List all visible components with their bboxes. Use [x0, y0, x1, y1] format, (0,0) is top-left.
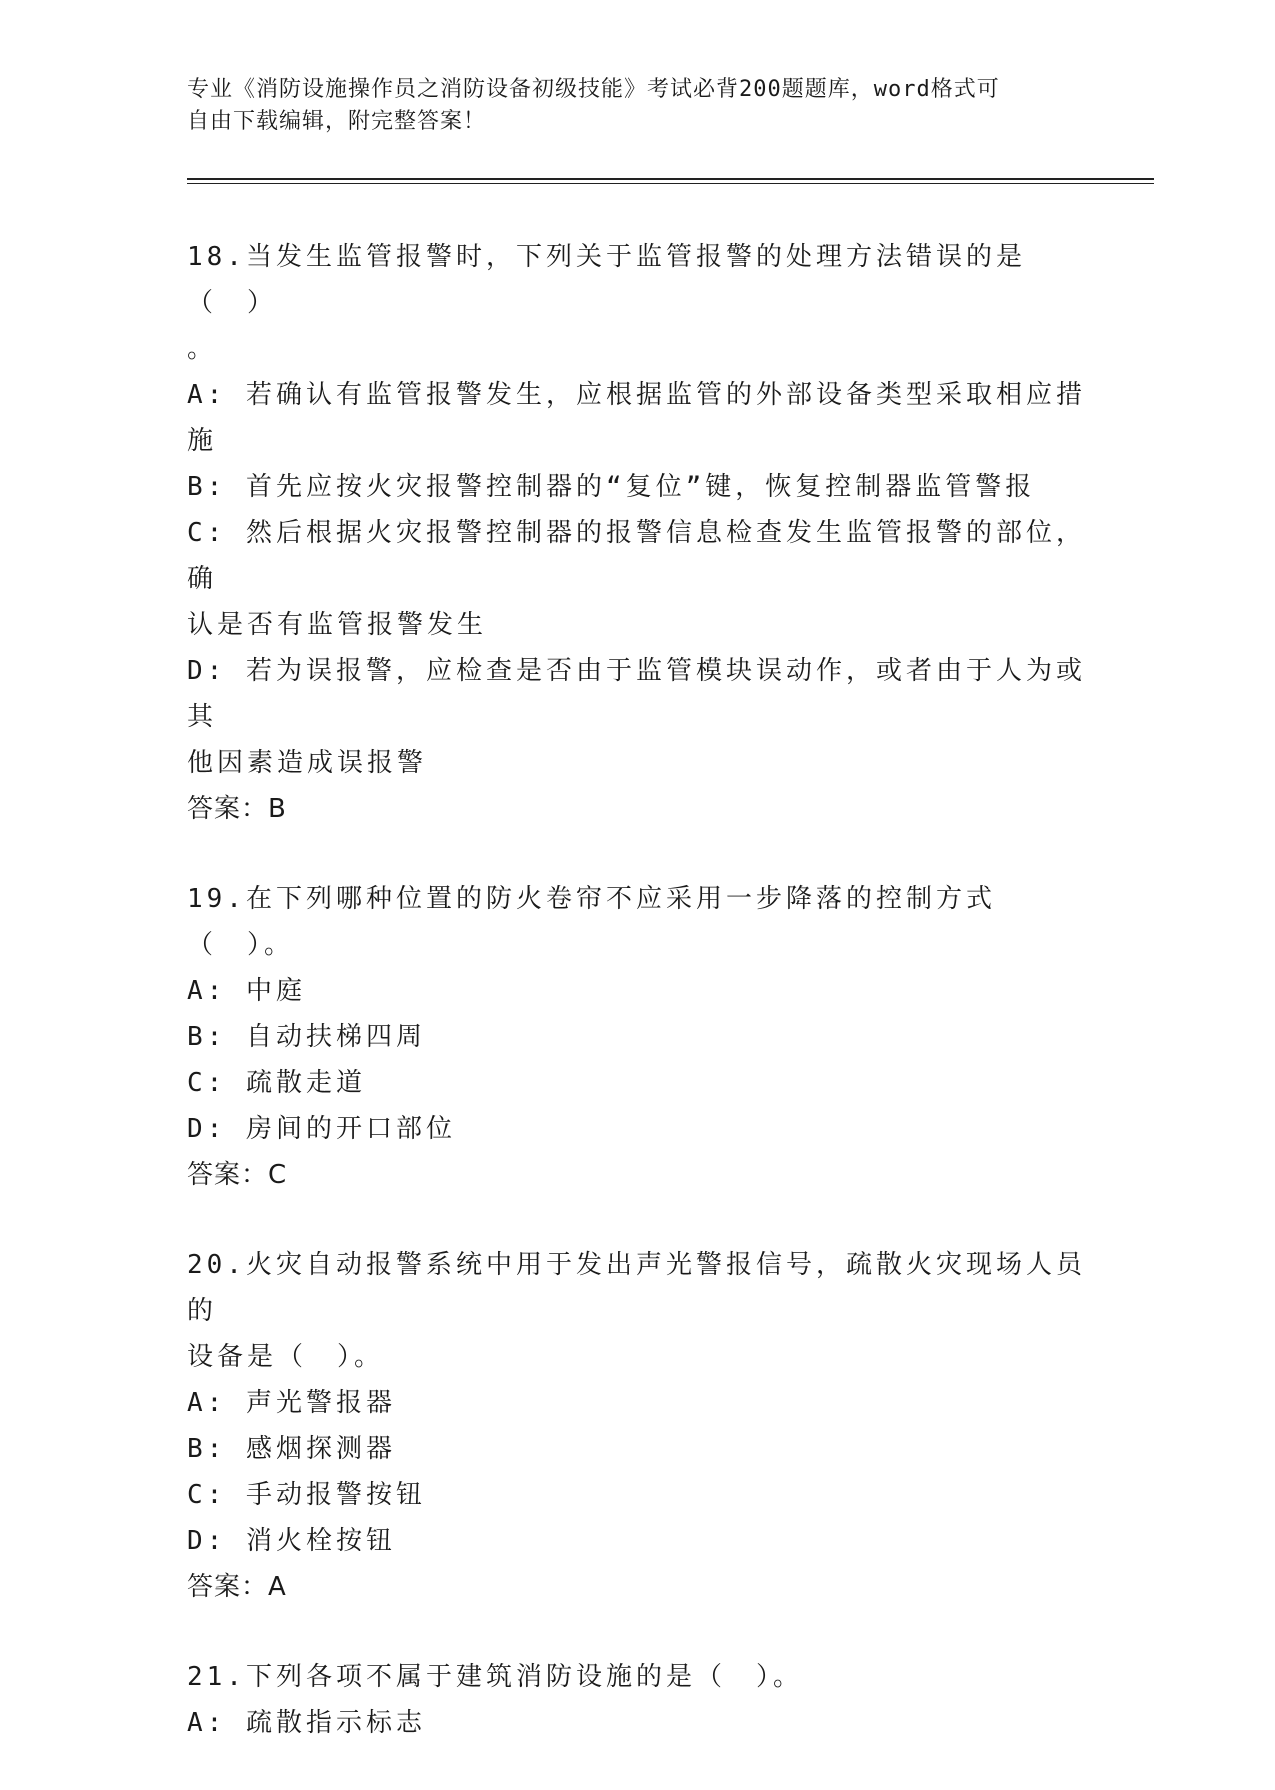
option-a: A: 声光警报器	[187, 1388, 396, 1418]
question-20	[187, 1242, 1087, 1610]
question-stem: 。	[187, 334, 218, 364]
question-19	[187, 876, 1087, 1198]
question-stem: 21.下列各项不属于建筑消防设施的是（ ）。	[187, 1662, 803, 1692]
question-21	[187, 1654, 1087, 1746]
question-stem: 设备是（ ）。	[187, 1342, 385, 1372]
option-c: C: 手动报警按钮	[187, 1480, 426, 1510]
option-a: A: 若确认有监管报警发生，应根据监管的外部设备类型采取相应措施	[187, 380, 1086, 456]
question-list	[187, 234, 1087, 1790]
answer: 答案：C	[187, 1160, 288, 1190]
document-header	[187, 74, 1067, 138]
option-b: B: 感烟探测器	[187, 1434, 396, 1464]
header-rule-thin	[187, 183, 1154, 184]
question-stem: 19.在下列哪种位置的防火卷帘不应采用一步降落的控制方式（ ）。	[187, 884, 996, 960]
option-c: C: 然后根据火灾报警控制器的报警信息检查发生监管报警的部位，确	[187, 518, 1086, 594]
option-c-cont: 认是否有监管报警发生	[187, 610, 488, 640]
question-stem: 20.火灾自动报警系统中用于发出声光警报信号，疏散火灾现场人员的	[187, 1250, 1086, 1326]
answer: 答案：B	[187, 794, 287, 824]
question-stem: 18.当发生监管报警时，下列关于监管报警的处理方法错误的是（ ）	[187, 242, 1026, 318]
header-line-1: 专业《消防设施操作员之消防设备初级技能》考试必背200题题库，word格式可	[187, 77, 1000, 102]
option-b: B: 首先应按火灾报警控制器的“复位”键，恢复控制器监管警报	[187, 472, 1036, 502]
option-a: A: 疏散指示标志	[187, 1708, 426, 1738]
option-d: D: 若为误报警，应检查是否由于监管模块误动作，或者由于人为或其	[187, 656, 1086, 732]
header-line-2: 自由下载编辑，附完整答案！	[187, 109, 487, 134]
option-d: D: 房间的开口部位	[187, 1114, 456, 1144]
option-d-cont: 他因素造成误报警	[187, 748, 428, 778]
option-c: C: 疏散走道	[187, 1068, 366, 1098]
option-a: A: 中庭	[187, 976, 306, 1006]
option-d: D: 消火栓按钮	[187, 1526, 396, 1556]
option-b: B: 自动扶梯四周	[187, 1022, 426, 1052]
header-rule-thick	[187, 178, 1154, 180]
answer: 答案：A	[187, 1572, 287, 1602]
question-18	[187, 234, 1087, 832]
